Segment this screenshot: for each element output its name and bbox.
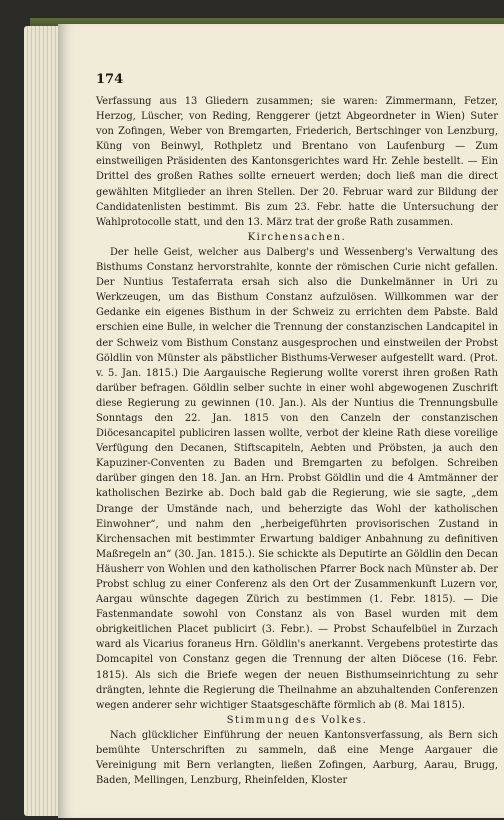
paragraph-constitution: Verfassung aus 13 Gliedern zusammen; sie waren: Zimmermann, Fetzer, Herzog, Lüscher, von Reding, Renggerer (jetzt Abgeordneter in Wien) Suter von Zofingen, Weber von Bremgarten, Friederich, Bertschinger von Lenzburg, Küng von Beinwyl, Rothpletz und Brentano von Laufenburg — Zum einstweiligen Präsidenten des Kantonsgerichtes ward Hr. Zehle bestellt. — Ein Drittel des großen Rathes sollte erneuert werden; doch ließ man die direct gewählten Mitglieder an ihren Stellen. Der 20. Februar ward zur Bildung der Candidatenlisten bestimmt. Bis zum 23. Febr. hatte die Untersuchung der Wahlprotocolle statt, und den 13. März trat der große Rath zusammen. (96, 96, 498, 228)
paragraph-church-affairs: Der helle Geist, welcher aus Dalberg's und Wessenberg's Verwaltung des Bisthums Constanz hervorstrahlte, konnte der römischen Curie nicht gefallen. Der Nuntius Testaferrata ersah sich also die Dunkelmänner in Uri zu Werkzeugen, um das Bisthum Constanz aufzulösen. Willkommen war der Gedanke ein eigenes Bisthum in der Schweiz zu errichten dem Pabste. Bald erschien eine Bulle, in welcher die Trennung der constanzischen Landcapitel in der Schweiz vom Bisthum Constanz ausgesprochen und einstweilen der Probst Göldlin von Münster als päbstlicher Bisthums-Verweser aufgestellt ward. (Prot. v. 5. Jan. 1815.) Die Aargauische Regierung wollte vorerst ihren großen Rath darüber befragen. Göldlin selber suchte in einer wohl abgewogenen Zuschrift diese Regierung zu gewinnen (10. Jan.). Als der Nuntius die Trennungsbulle Sonntags den 22. Jan. 1815 von den Canzeln der constanzischen Diöcesancapitel publiciren lassen wollte, verbot der kleine Rath diese voreilige Verfügung den Decanen, Stiftscapiteln, Aebten und Pröbsten, ja auch den Kapuziner-Conventen zu Baden und Bremgarten zu befolgen. Schreiben darüber gingen den 18. Jan. an Hrn. Probst Göldlin und die 4 Amtmänner der katholischen Bezirke ab. Doch bald gab die Regierung, wie sie sagte, „dem Drange der Umstände nach, und beherzigte das Wohl der katholischen Einwohner“, und nahm den „herbeigeführten provisorischen Zustand in Kirchensachen mit bestimmter Erwartung baldiger Anbahnung zu definitiven Maßregeln an“ (30. Jan. 1815.). Sie schickte als Deputirte an Göldlin den Decan Häusherr von Wohlen und den katholischen Pfarrer Bock nach Münster ab. Der Probst schlug zu einer Conferenz als den Ort der Zusammenkunft Luzern vor, Aargau wünschte dagegen Zürich zu bestimmen (1. Febr. 1815). — Die Fastenmandate sowohl von Constanz als von Basel wurden mit dem obrigkeitlichen Placet publicirt (3. Febr.). — Probst Schaufelbüel in Zurzach ward als Vicarius foraneus Hrn. Göldlin's anerkannt. Vergebens protestirte das Domcapitel von Constanz gegen die Trennung der alten Diöcese (16. Febr. 1815). Als sich die Briefe wegen der neuen Bisthumseinrichtung zu sehr drängten, lehnte die Regierung die Theilnahme an abzuhaltenden Conferenzen wegen anderer sehr wichtiger Staatsgeschäfte förmlich ab (8. Mai 1815). (96, 246, 498, 711)
page-number: 174 (96, 72, 124, 87)
book-page (58, 24, 504, 818)
section-heading-mood: Stimmung des Volkes. (226, 714, 368, 726)
section-heading-church: Kirchensachen. (247, 231, 347, 243)
paragraph-public-mood: Nach glücklicher Einführung der neuen Kantonsverfassung, als Bern sich bemühte Unterschriften zu sammeln, daß eine Menge Aargauer die Vereinigung mit Bern verlangten, ließen Zofingen, Aarburg, Aarau, Brugg, Baden, Mellingen, Lenzburg, Rheinfelden, Kloster (96, 729, 498, 787)
page-text (96, 94, 498, 788)
